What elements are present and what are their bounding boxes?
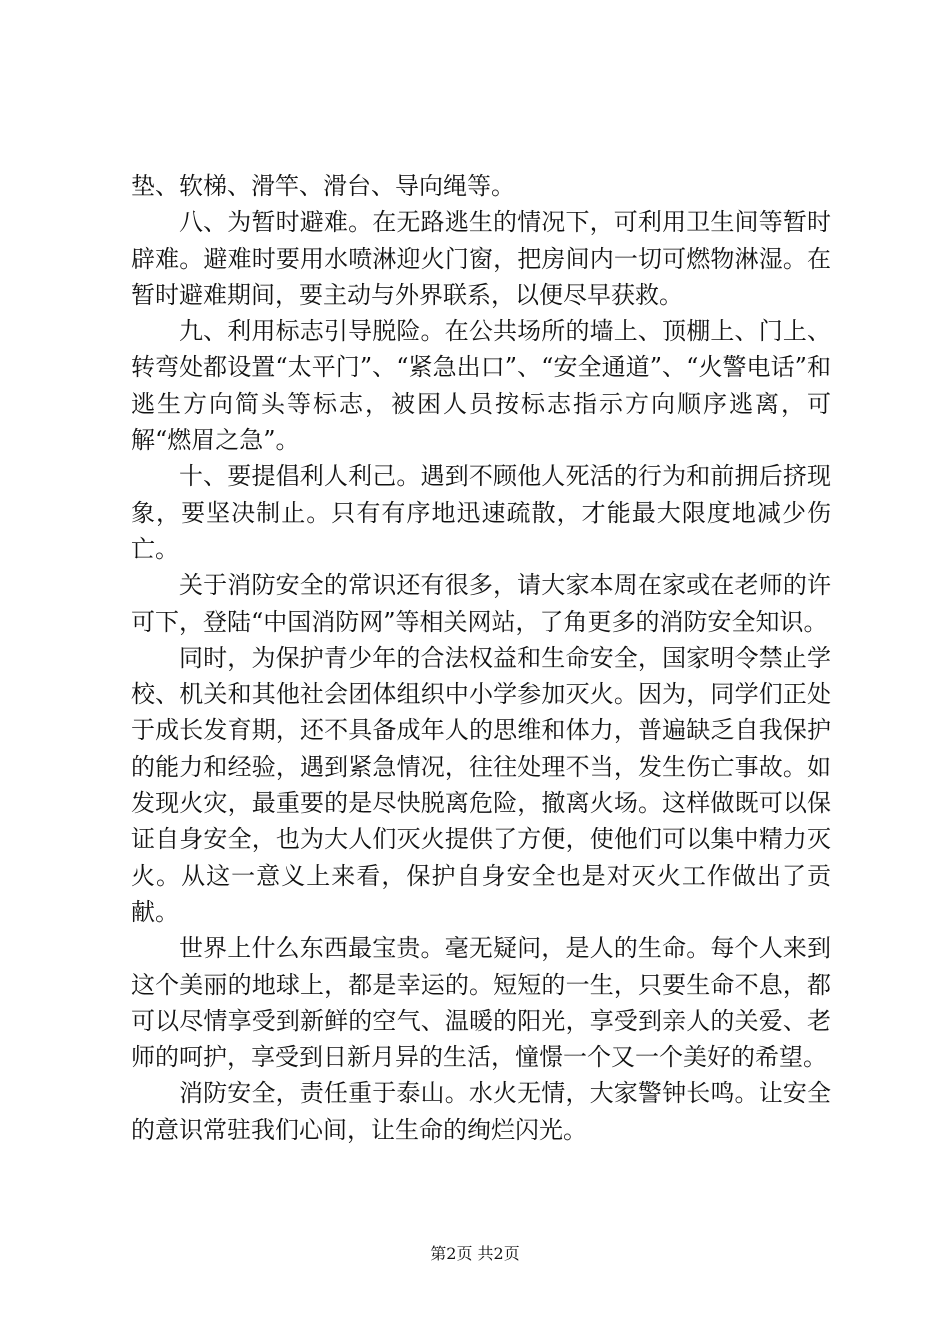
paragraph-value-of-life: 世界上什么东西最宝贵。毫无疑问，是人的生命。每个人来到这个美丽的地球上，都是幸运的。短短的一生，只要生命不息，都可以尽情享受到新鲜的空气、温暖的阳光，享受到亲人的关爱、老师的呵护，享受到日新月异的生活，憧憬一个又一个美好的希望。	[131, 934, 831, 1072]
page-number-footer: 第2页 共2页	[430, 1244, 520, 1263]
paragraph-item-8: 八、为暂时避难。在无路逃生的情况下，可利用卫生间等暂时辟难。避难时要用水喷淋迎火门窗，把房间内一切可燃物淋湿。在暂时避难期间，要主动与外界联系，以便尽早获救。	[131, 208, 831, 309]
paragraph-item-10: 十、要提倡利人利己。遇到不顾他人死活的行为和前拥后挤现象，要坚决制止。只有有序地迅速疏散，才能最大限度地减少伤亡。	[131, 462, 831, 563]
paragraph-youth-protection: 同时，为保护青少年的合法权益和生命安全，国家明令禁止学校、机关和其他社会团体组织中小学参加灭火。因为，同学们正处于成长发育期，还不具备成年人的思维和体力，普遍缺乏自我保护的能力和经验，遇到紧急情况，往往处理不当，发生伤亡事故。如发现火灾，最重要的是尽快脱离危险，撤离火场。这样做既可以保证自身安全，也为大人们灭火提供了方便，使他们可以集中精力灭火。从这一意义上来看，保护自身安全也是对灭火工作做出了贡献。	[131, 643, 831, 926]
paragraph-continuation: 垫、软梯、滑竿、滑台、导向绳等。	[131, 172, 515, 200]
document-body	[131, 168, 831, 1148]
paragraph-conclusion: 消防安全，责任重于泰山。水火无情，大家警钟长鸣。让安全的意识常驻我们心间，让生命的绚烂闪光。	[131, 1079, 831, 1144]
paragraph-item-9: 九、利用标志引导脱险。在公共场所的墙上、顶棚上、门上、转弯处都设置“太平门”、“紧急出口”、“安全通道”、“火警电话”和逃生方向简头等标志，被困人员按标志指示方向顺序逃离，可解“燃眉之急”。	[131, 317, 831, 455]
paragraph-more-knowledge: 关于消防安全的常识还有很多，请大家本周在家或在老师的许可下，登陆“中国消防网”等相关网站，了角更多的消防安全知识。	[131, 571, 831, 636]
